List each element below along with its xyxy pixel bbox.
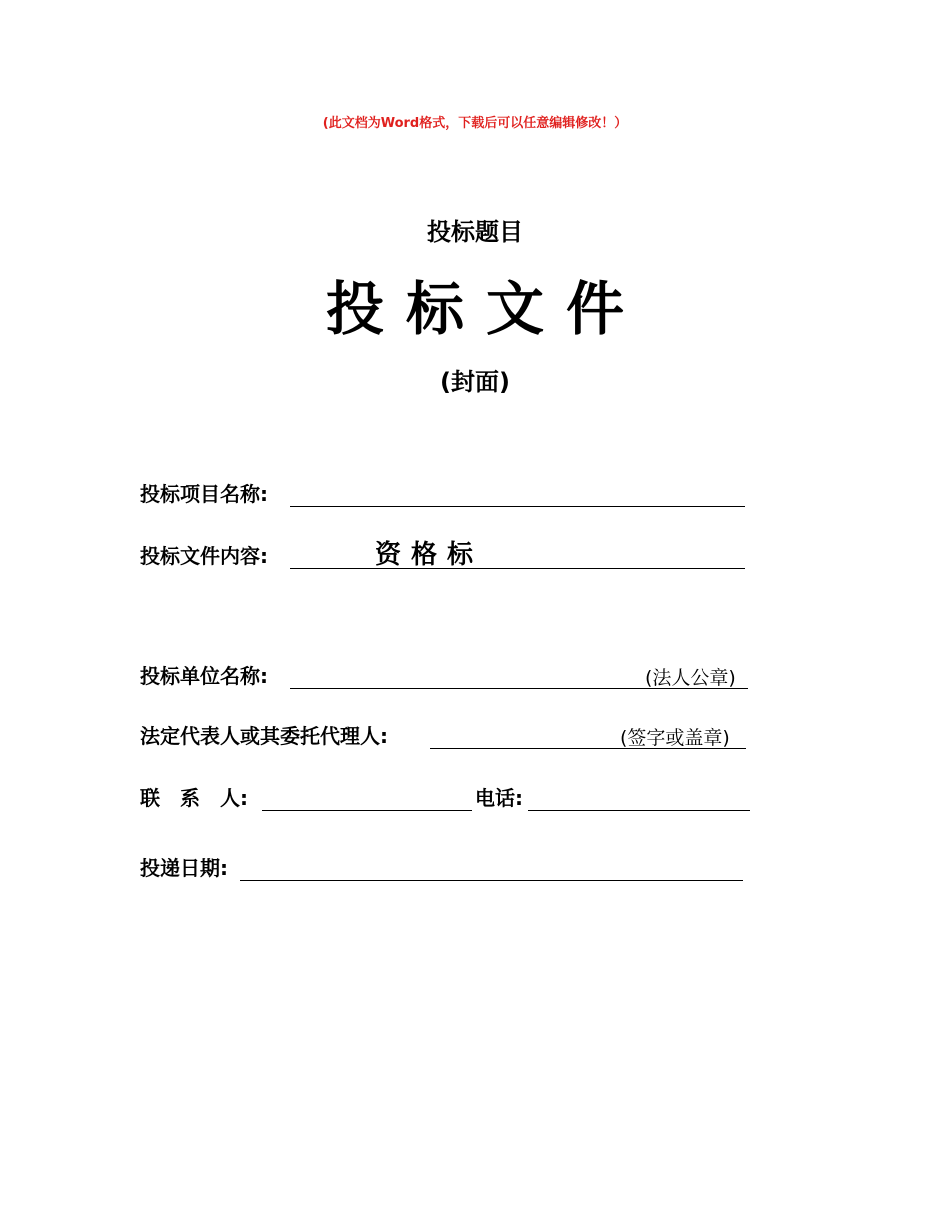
contact-row (140, 782, 752, 812)
delivery-date-label: 投递日期: (140, 856, 228, 880)
bidder-name-row (140, 660, 750, 690)
representative-row (140, 720, 750, 750)
delivery-date-row (140, 852, 750, 882)
project-name-line[interactable] (290, 478, 745, 507)
seal-note: (法人公章) (645, 667, 736, 689)
delivery-date-line[interactable] (240, 852, 743, 881)
project-name-row (140, 478, 750, 508)
file-content-value: 资格标 (375, 540, 484, 570)
file-content-line[interactable] (290, 540, 745, 569)
phone-label: 电话: (475, 786, 523, 810)
contact-line[interactable] (262, 782, 472, 811)
word-format-notice: (此文档为Word格式，下载后可以任意编辑修改！） (322, 116, 628, 131)
phone-line[interactable] (528, 782, 750, 811)
file-content-row (140, 540, 750, 570)
bid-subtitle: 投标题目 (427, 218, 523, 246)
file-content-label: 投标文件内容: (140, 544, 268, 568)
contact-label: 联 系 人: (140, 786, 248, 810)
document-title: 投标文件 (325, 275, 646, 343)
representative-label: 法定代表人或其委托代理人: (140, 724, 388, 748)
bidder-name-label: 投标单位名称: (140, 664, 268, 688)
signature-note: (签字或盖章) (620, 727, 730, 749)
project-name-label: 投标项目名称: (140, 482, 268, 506)
cover-label: (封面) (440, 368, 510, 396)
